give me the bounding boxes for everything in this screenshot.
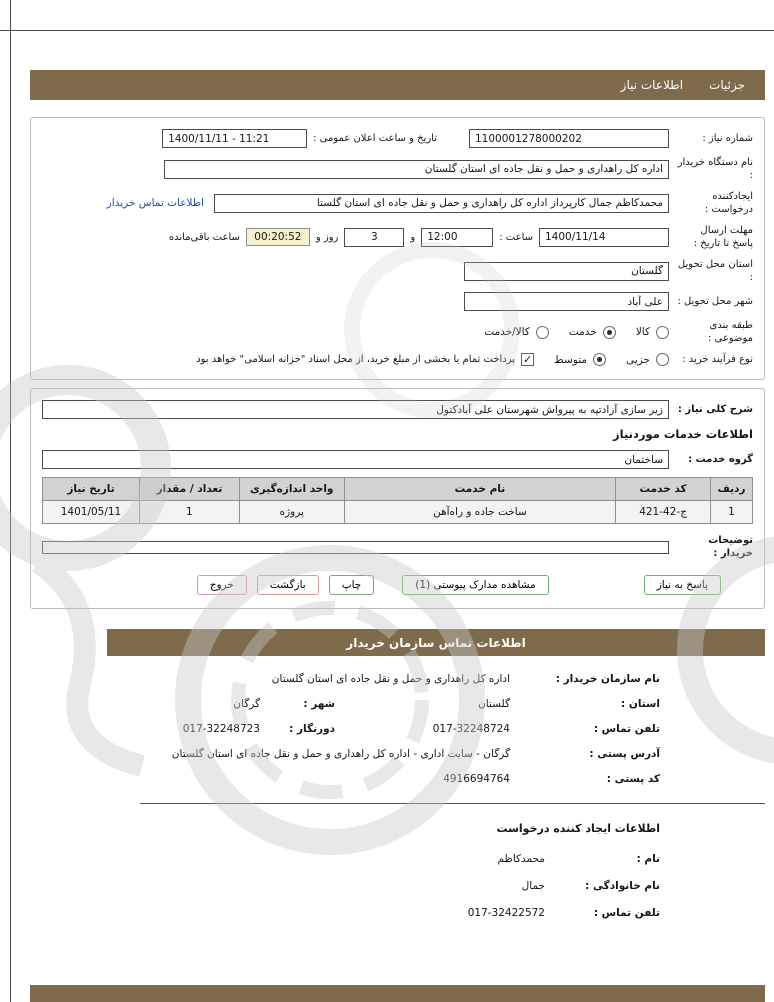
contact-address-label: آدرس پستی : <box>589 748 660 760</box>
need-number-row <box>42 129 753 148</box>
buyer-org-field[interactable]: اداره کل راهداری و حمل و نقل جاده ای استان گلستان <box>164 160 669 179</box>
deadline-label-line1: مهلت ارسال <box>700 225 753 236</box>
deadline-hour-label: ساعت : <box>499 231 533 243</box>
announce-datetime-label: تاریخ و ساعت اعلان عمومی : <box>313 133 437 144</box>
deadline-days-word: روز و <box>315 231 339 243</box>
delivery-city-label: شهر محل تحویل : <box>677 296 753 307</box>
radio-medium-label: متوسط <box>554 353 588 366</box>
classification-row <box>42 319 753 345</box>
classification-label: طبقه بندی موضوعی : <box>707 320 753 344</box>
cell-service-code: ج-42-421 <box>616 501 711 524</box>
cell-row-number: 1 <box>711 501 753 524</box>
address-row <box>30 748 660 760</box>
request-creator-field[interactable]: محمدکاظم جمال کارپرداز اداره کل راهداری و حمل و نقل جاده ای استان گلستا <box>214 194 669 213</box>
delivery-province-label: استان محل تحویل : <box>677 259 753 283</box>
buyer-notes-row <box>42 534 753 560</box>
col-service-code: کد خدمت <box>616 478 711 501</box>
radio-medium[interactable] <box>593 353 606 366</box>
delivery-city-field[interactable]: علی آباد <box>464 292 669 311</box>
contact-province-label: استان : <box>621 698 660 710</box>
creator-name-row <box>30 853 660 865</box>
contact-fax-label: دورنگار : <box>289 723 335 735</box>
services-table <box>42 477 753 524</box>
exit-button[interactable]: خروج <box>197 575 247 595</box>
need-description-label: شرح کلی نیاز : <box>677 404 753 415</box>
buyer-notes-field[interactable] <box>42 541 669 554</box>
creator-name-label: نام : <box>636 853 660 865</box>
contact-section-title: اطلاعات تماس سازمان خریدار <box>346 635 526 650</box>
postal-code-value: 4916694764 <box>443 773 510 785</box>
print-button[interactable]: چاپ <box>329 575 375 595</box>
buyer-org-label: نام دستگاه خریدار : <box>677 157 753 181</box>
treasury-note: پرداخت تمام یا بخشی از مبلغ خرید، از محل اسناد "خزانه اسلامی" خواهد بود <box>196 354 516 365</box>
deadline-days-field[interactable]: 3 <box>344 228 404 247</box>
deadline-time-field[interactable]: 12:00 <box>421 228 493 247</box>
cell-need-date: 1401/05/11 <box>43 501 140 524</box>
radio-service-label: خدمت <box>568 326 597 338</box>
col-unit: واحد اندازه‌گیری <box>239 478 344 501</box>
countdown-suffix: ساعت باقی‌مانده <box>168 231 240 243</box>
request-creator-label <box>675 190 753 216</box>
contact-fax-value: 017-32248723 <box>182 723 260 735</box>
action-buttons-row <box>42 575 753 595</box>
cell-quantity: 1 <box>139 501 239 524</box>
contact-province-value: گلستان <box>478 698 510 710</box>
creator-phone-label: تلفن تماس : <box>593 907 660 919</box>
service-group-row <box>42 450 753 469</box>
tab-details[interactable]: جزئیات <box>709 78 745 92</box>
radio-service[interactable] <box>603 326 616 339</box>
request-creator-label-line1: ایجادکننده <box>712 191 753 202</box>
announce-datetime-field[interactable]: 1400/11/11 - 11:21 <box>162 129 307 148</box>
creator-name-value: محمدکاظم <box>497 853 545 865</box>
buyer-notes-label-line2: خریدار : <box>713 548 753 559</box>
postal-code-label: کد پستی : <box>606 773 660 785</box>
cell-unit: پروژه <box>239 501 344 524</box>
request-creator-label-line2: درخواست : <box>704 204 753 215</box>
creator-section <box>30 822 765 919</box>
contact-phone-value: 017-32248724 <box>432 723 510 735</box>
contact-address-value: گرگان - سایت اداری - اداره کل راهداری و حمل و نقل جاده ای استان گلستان <box>171 748 510 760</box>
view-attachments-button[interactable]: مشاهده مدارک پیوستی (1) <box>402 575 548 595</box>
deadline-and-word: و <box>410 231 416 243</box>
creator-family-label: نام خانوادگی : <box>585 880 660 892</box>
footer-bar <box>30 985 765 1002</box>
creator-family-row <box>30 880 660 892</box>
tab-need-info[interactable]: اطلاعات نیاز <box>620 78 684 92</box>
radio-goods-service-label: کالا/خدمت <box>484 326 530 338</box>
delivery-province-row <box>42 258 753 284</box>
phone-fax-row <box>30 723 660 735</box>
cell-service-name: ساخت جاده و راه‌آهن <box>344 501 615 524</box>
contact-phone-label: تلفن تماس : <box>593 723 660 735</box>
frame-left-line <box>10 0 11 1002</box>
delivery-city-row <box>42 292 753 311</box>
deadline-date-field[interactable]: 1400/11/14 <box>539 228 669 247</box>
service-table-row[interactable] <box>43 501 753 524</box>
need-description-field[interactable]: زیر سازی آزادتپه به پیرواش شهرستان علی آبادکتول <box>42 400 669 419</box>
process-type-row <box>42 353 753 366</box>
org-name-row <box>30 673 660 685</box>
need-number-label: شماره نیاز : <box>702 133 753 144</box>
radio-goods-label: کالا <box>635 326 650 338</box>
deadline-row <box>42 224 753 250</box>
creator-section-title: اطلاعات ایجاد کننده درخواست <box>496 822 660 835</box>
services-table-header-row <box>43 478 753 501</box>
deadline-label-line2: پاسخ تا تاریخ : <box>693 238 753 249</box>
radio-goods[interactable] <box>656 326 669 339</box>
page-content <box>30 70 765 934</box>
need-number-field[interactable]: 1100001278000202 <box>469 129 669 148</box>
col-quantity: تعداد / مقدار <box>139 478 239 501</box>
contact-city-value: گرگان <box>233 698 260 710</box>
need-description-row <box>42 400 753 419</box>
back-button[interactable]: بازگشت <box>257 575 319 595</box>
org-name-value: اداره کل راهداری و حمل و نقل جاده ای استان گلستان <box>271 673 510 685</box>
countdown-timer: 00:20:52 <box>246 228 310 246</box>
creator-phone-value: 017-32422572 <box>467 907 545 919</box>
contact-section <box>30 656 765 785</box>
need-summary-panel <box>30 117 765 380</box>
province-city-row <box>30 698 660 710</box>
radio-minor[interactable] <box>656 353 669 366</box>
section-divider <box>140 803 765 804</box>
radio-minor-label: جزیی <box>626 353 650 366</box>
service-group-label: گروه خدمت : <box>688 454 753 465</box>
service-group-field[interactable]: ساختمان <box>42 450 669 469</box>
contact-header-bar <box>107 629 765 656</box>
delivery-province-field[interactable]: گلستان <box>464 262 669 281</box>
org-name-label: نام سازمان خریدار : <box>555 673 660 685</box>
radio-goods-service[interactable] <box>536 326 549 339</box>
col-need-date: تاریخ نیاز <box>43 478 140 501</box>
col-row-number: ردیف <box>711 478 753 501</box>
contact-city-label: شهر : <box>303 698 335 710</box>
creator-family-value: جمال <box>521 880 545 892</box>
buyer-contact-link[interactable]: اطلاعات تماس خریدار <box>106 197 204 209</box>
need-detail-panel <box>30 388 765 609</box>
services-section-title: اطلاعات خدمات موردنیاز <box>613 427 753 441</box>
reply-to-need-button[interactable]: پاسخ به نیاز <box>644 575 721 595</box>
frame-top-line <box>0 30 774 31</box>
buyer-notes-label <box>675 534 753 560</box>
deadline-label <box>675 224 753 250</box>
creator-phone-row <box>30 907 660 919</box>
header-bar <box>30 70 765 100</box>
buyer-org-row <box>42 156 753 182</box>
process-type-label: نوع فرآیند خرید : <box>682 354 753 365</box>
request-creator-row <box>42 190 753 216</box>
treasury-checkbox[interactable] <box>521 353 534 366</box>
col-service-name: نام خدمت <box>344 478 615 501</box>
postal-code-row <box>30 773 660 785</box>
buyer-notes-label-line1: توضیحات <box>708 535 753 546</box>
